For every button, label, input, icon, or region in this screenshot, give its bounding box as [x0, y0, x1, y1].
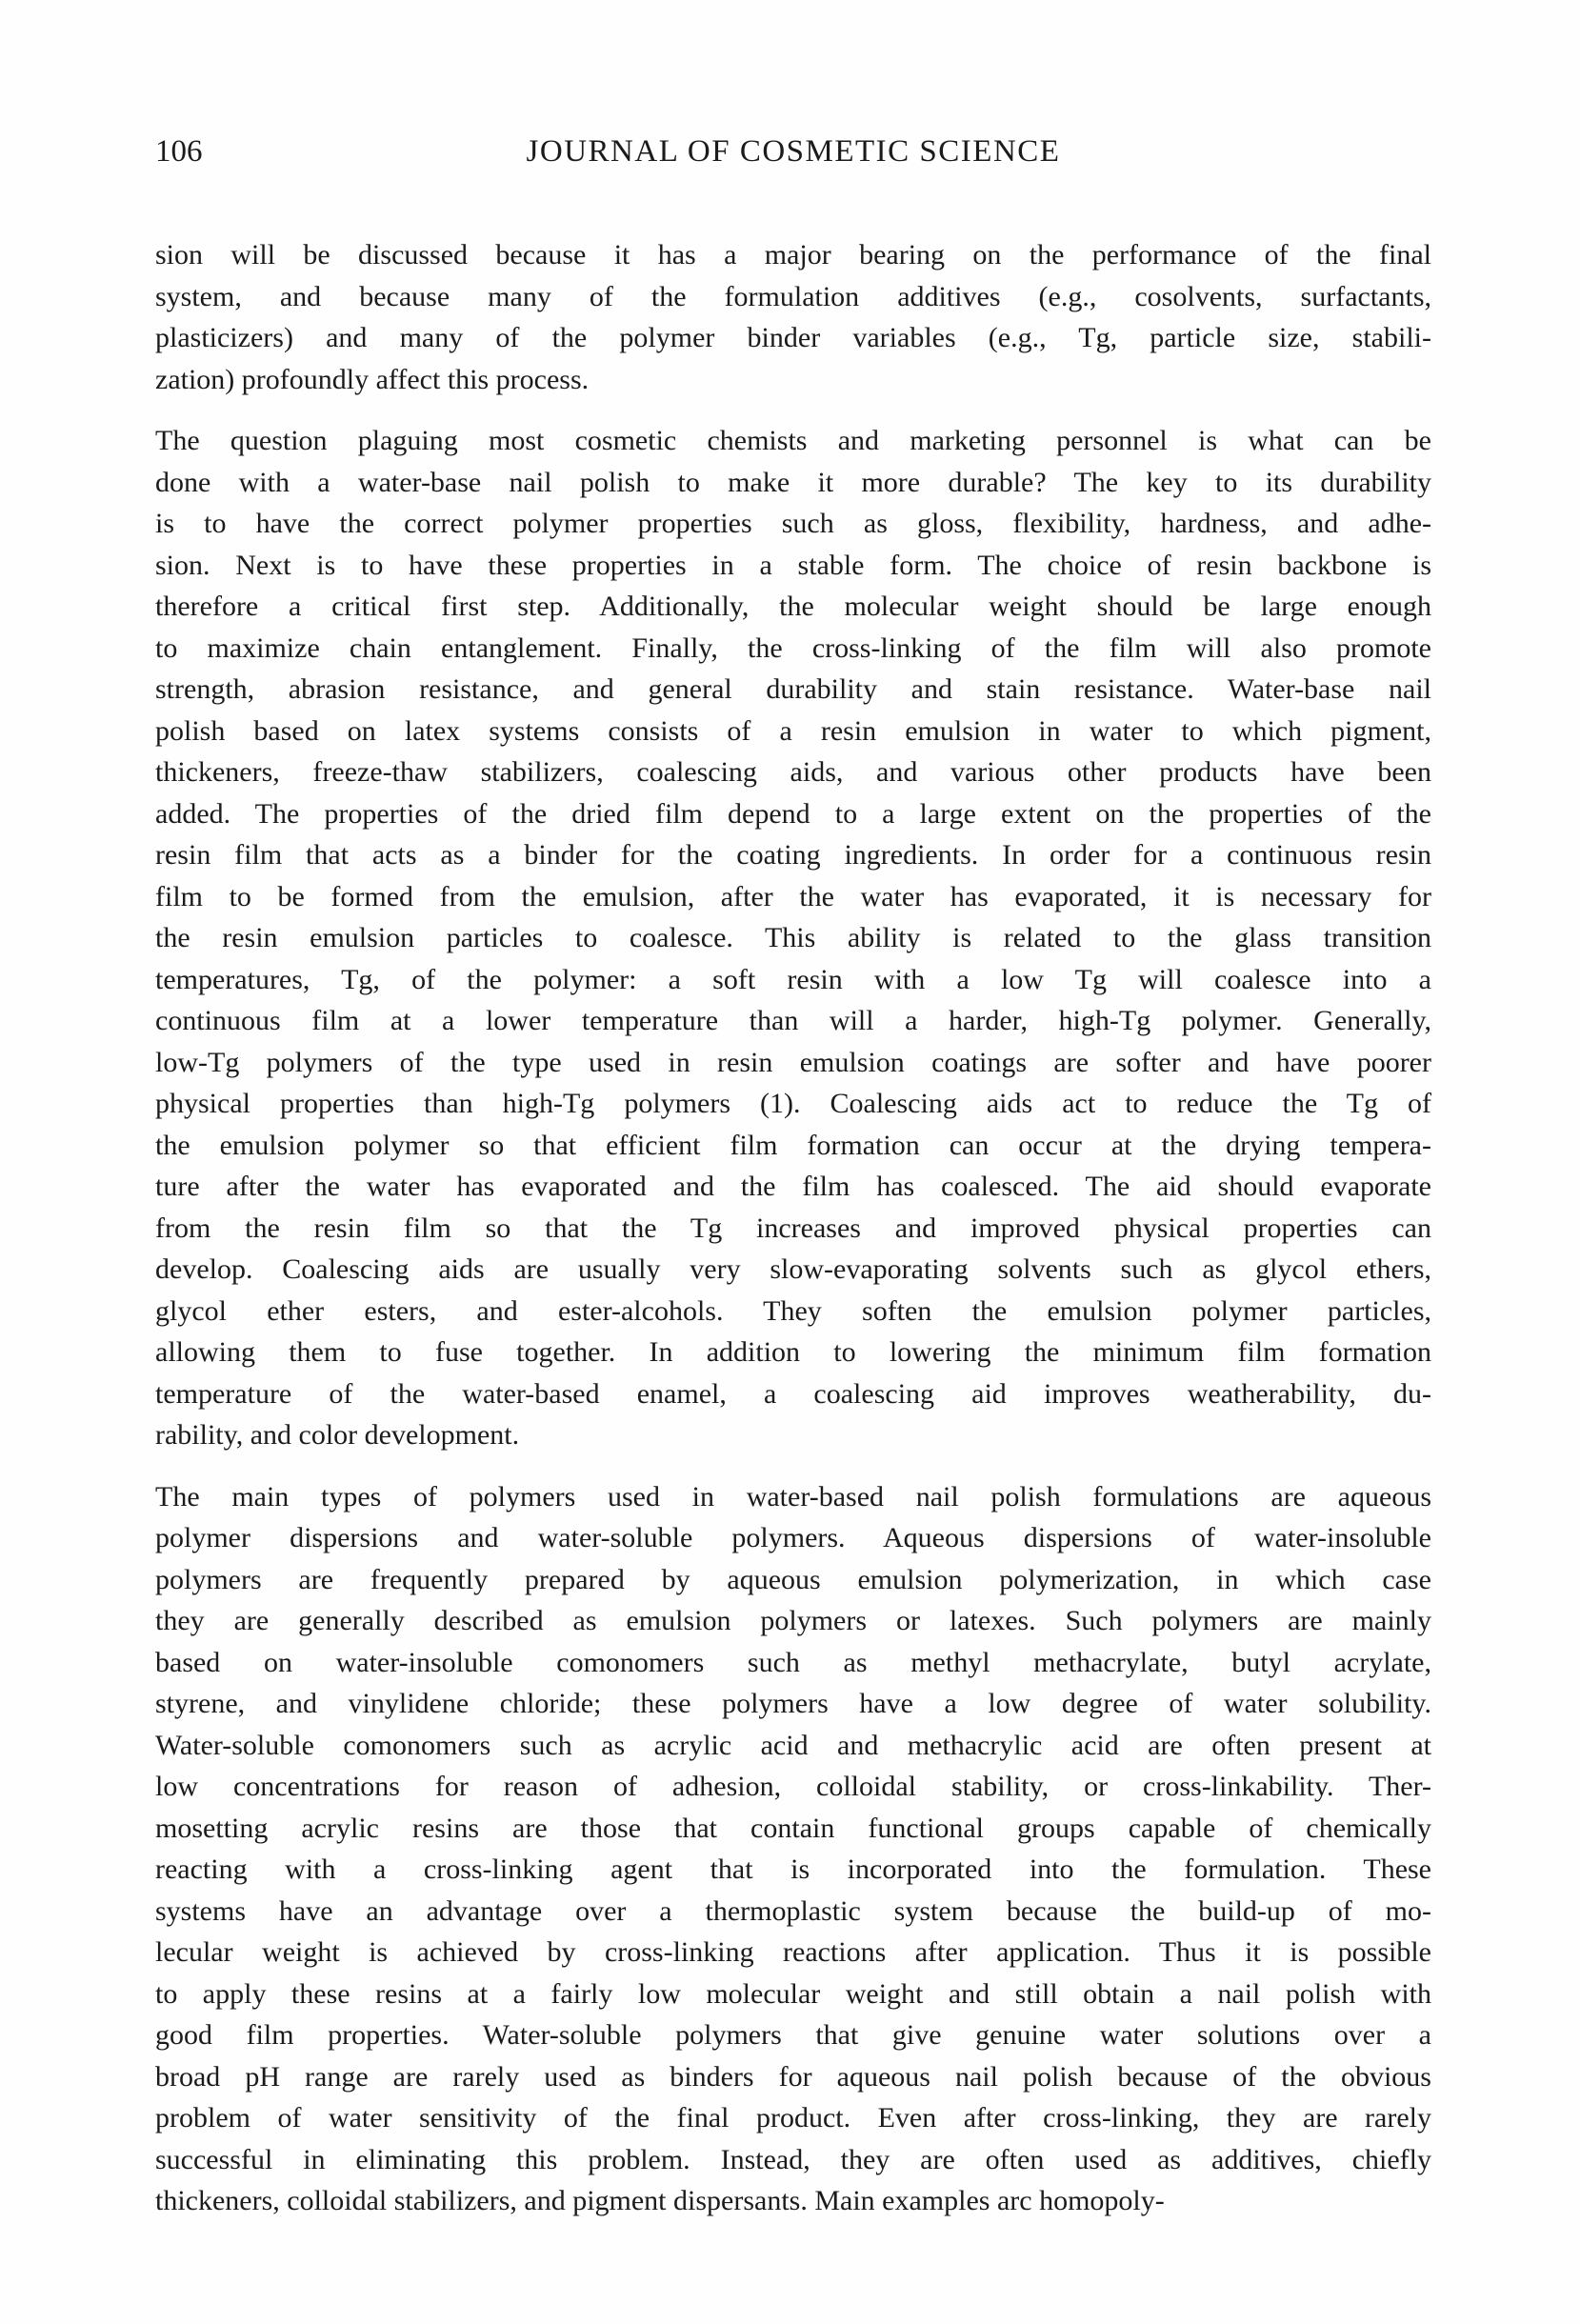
- text-line: sion will be discussed because it has a major bearing on the performance of the final: [155, 239, 1431, 270]
- text-line: polish based on latex systems consists of a resin emulsion in water to which pigment,: [155, 714, 1431, 747]
- text-line: continuous film at a lower temperature than will a harder, high-Tg polymer. Generally,: [155, 1005, 1431, 1036]
- text-line: strength, abrasion resistance, and general durability and stain resistance. Water-base nail: [155, 673, 1431, 705]
- text-line: therefore a critical first step. Additionally, the molecular weight should be large enough: [155, 591, 1431, 622]
- text-line: thickeners, colloidal stabilizers, and pigment dispersants. Main examples arc homopoly-: [155, 2185, 1165, 2216]
- text-line: is to have the correct polymer properties such as gloss, flexibility, hardness, and adhe-: [155, 508, 1431, 539]
- text-line: rability, and color development.: [155, 1419, 520, 1451]
- text-line: good film properties. Water-soluble polymers that give genuine water solutions over a: [155, 2019, 1431, 2051]
- text-line: temperature of the water-based enamel, a coalescing aid improves weatherability, du-: [155, 1377, 1431, 1410]
- text-line: plasticizers) and many of the polymer binder variables (e.g., Tg, particle size, stabili-: [155, 322, 1431, 353]
- text-line: thickeners, freeze-thaw stabilizers, coalescing aids, and various other products have been: [155, 756, 1431, 788]
- text-line: lecular weight is achieved by cross-linking reactions after application. Thus it is possible: [155, 1936, 1431, 1968]
- text-line: systems have an advantage over a thermoplastic system because the build-up of mo-: [155, 1894, 1431, 1927]
- text-line: The main types of polymers used in water-based nail polish formulations are aqueous: [155, 1480, 1431, 1513]
- paragraph: [155, 1476, 1431, 2222]
- text-line: low concentrations for reason of adhesion, colloidal stability, or cross-linkability. Ther-: [155, 1771, 1431, 1802]
- text-line: successful in eliminating this problem. Instead, they are often used as additives, chiefly: [155, 2143, 1431, 2175]
- text-line: styrene, and vinylidene chloride; these polymers have a low degree of water solubility.: [155, 1688, 1431, 1719]
- text-line: they are generally described as emulsion polymers or latexes. Such polymers are mainly: [155, 1605, 1431, 1636]
- text-line: zation) profoundly affect this process.: [155, 363, 590, 395]
- text-line: problem of water sensitivity of the final product. Even after cross-linking, they are rarely: [155, 2102, 1431, 2134]
- journal-title: JOURNAL OF COSMETIC SCIENCE: [526, 134, 1061, 169]
- text-line: temperatures, Tg, of the polymer: a soft resin with a low Tg will coalesce into a: [155, 963, 1431, 995]
- text-line: Water-soluble comonomers such as acrylic acid and methacrylic acid are often present at: [155, 1729, 1431, 1761]
- text-line: glycol ether esters, and ester-alcohols. They soften the emulsion polymer particles,: [155, 1294, 1431, 1327]
- text-line: resin film that acts as a binder for the coating ingredients. In order for a continuous resin: [155, 839, 1431, 871]
- paragraph: [155, 234, 1431, 400]
- text-line: sion. Next is to have these properties in a stable form. The choice of resin backbone is: [155, 549, 1431, 581]
- text-line: polymer dispersions and water-soluble polymers. Aqueous dispersions of water-insoluble: [155, 1522, 1431, 1553]
- text-line: develop. Coalescing aids are usually very slow-evaporating solvents such as glycol ethers,: [155, 1253, 1431, 1285]
- text-line: based on water-insoluble comonomers such as methyl methacrylate, butyl acrylate,: [155, 1646, 1431, 1678]
- text-line: the emulsion polymer so that efficient film formation can occur at the drying tempera-: [155, 1129, 1431, 1161]
- text-line: added. The properties of the dried film depend to a large extent on the properties of the: [155, 797, 1431, 830]
- page-body: [155, 234, 1431, 2242]
- text-line: to apply these resins at a fairly low molecular weight and still obtain a nail polish with: [155, 1977, 1431, 2010]
- text-line: reacting with a cross-linking agent that is incorporated into the formulation. These: [155, 1853, 1431, 1885]
- text-line: system, and because many of the formulation additives (e.g., cosolvents, surfactants,: [155, 280, 1431, 312]
- text-line: low-Tg polymers of the type used in resin emulsion coatings are softer and have poorer: [155, 1046, 1431, 1078]
- text-line: film to be formed from the emulsion, after the water has evaporated, it is necessary for: [155, 880, 1431, 912]
- text-line: done with a water-base nail polish to make it more durable? The key to its durability: [155, 466, 1431, 498]
- page-header: [155, 134, 1431, 178]
- text-line: the resin emulsion particles to coalesce. This ability is related to the glass transition: [155, 922, 1431, 953]
- text-line: polymers are frequently prepared by aqueous emulsion polymerization, in which case: [155, 1563, 1431, 1595]
- text-line: physical properties than high-Tg polymers (1). Coalescing aids act to reduce the Tg of: [155, 1088, 1431, 1119]
- text-line: allowing them to fuse together. In addition to lowering the minimum film formation: [155, 1336, 1431, 1368]
- text-line: ture after the water has evaporated and the film has coalesced. The aid should evaporate: [155, 1171, 1431, 1202]
- text-line: The question plaguing most cosmetic chemists and marketing personnel is what can be: [155, 425, 1431, 456]
- paragraph: [155, 420, 1431, 1456]
- text-line: mosetting acrylic resins are those that contain functional groups capable of chemically: [155, 1812, 1431, 1844]
- page-number: 106: [155, 134, 203, 169]
- text-line: from the resin film so that the Tg increases and improved physical properties can: [155, 1212, 1431, 1244]
- text-line: to maximize chain entanglement. Finally, the cross-linking of the film will also promote: [155, 631, 1431, 664]
- text-line: broad pH range are rarely used as binders for aqueous nail polish because of the obvious: [155, 2060, 1431, 2093]
